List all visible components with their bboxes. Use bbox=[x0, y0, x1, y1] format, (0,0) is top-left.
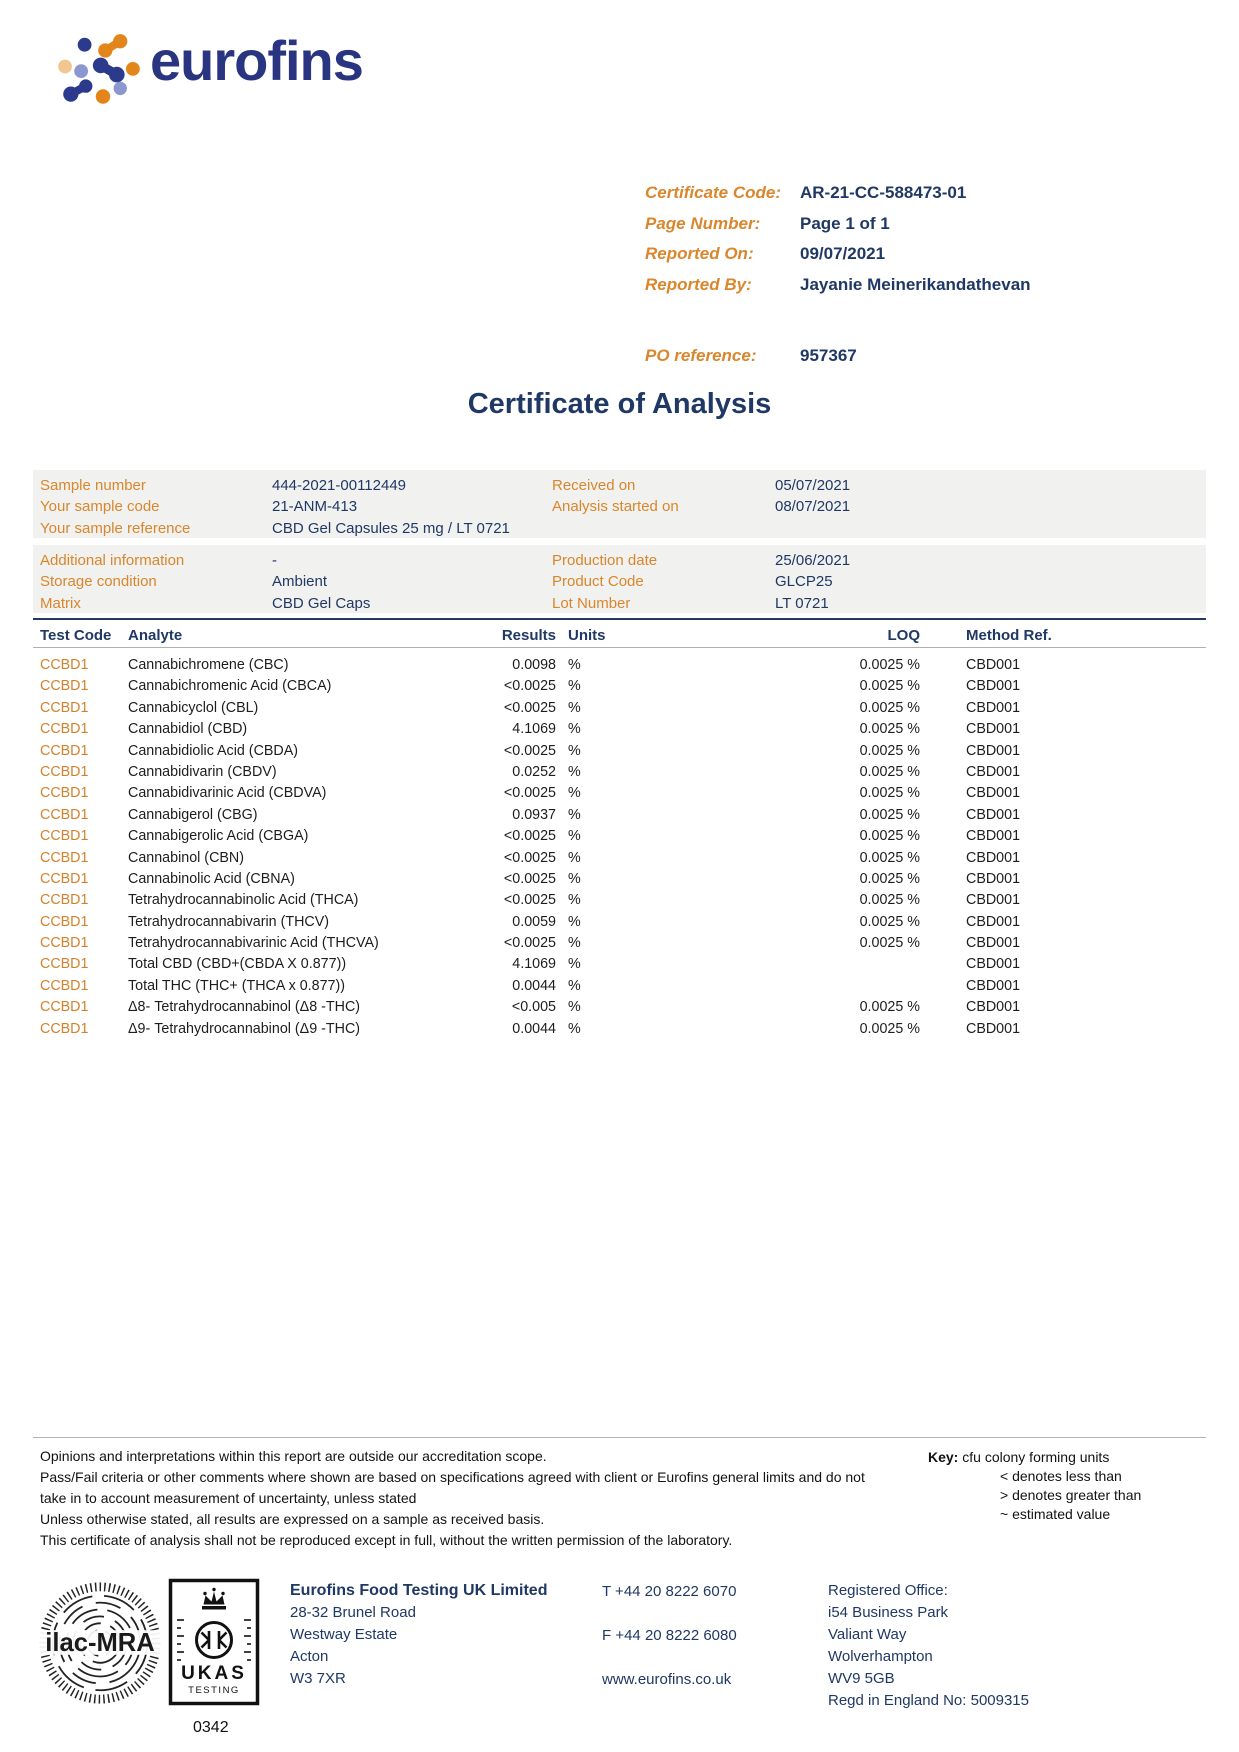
table-row bbox=[40, 890, 1206, 911]
cell-method-ref: CBD001 bbox=[966, 678, 1021, 695]
cell-units: % bbox=[568, 742, 581, 759]
cell-units: % bbox=[568, 657, 581, 673]
info-value bbox=[775, 518, 1206, 539]
table-row bbox=[40, 805, 1206, 826]
cell-result: 4.1069 bbox=[512, 721, 556, 738]
cell-analyte: Cannabichromenic Acid (CBCA) bbox=[128, 678, 332, 695]
cell-test-code: CCBD1 bbox=[40, 999, 89, 1016]
cell-test-code: CCBD1 bbox=[40, 935, 89, 952]
table-row bbox=[40, 997, 1206, 1018]
phone-t: T +44 20 8222 6070 bbox=[602, 1583, 737, 1600]
results-table-body bbox=[33, 648, 1206, 1040]
sample-info-block bbox=[33, 470, 1206, 538]
cell-analyte: Cannabidiolic Acid (CBDA) bbox=[128, 742, 299, 759]
cell-result: <0.0025 bbox=[503, 870, 556, 887]
ukas-subtitle-text: TESTING bbox=[188, 1685, 240, 1696]
eurofins-logo-mark-icon bbox=[57, 34, 149, 106]
cell-loq: 0.0025 % bbox=[859, 892, 920, 909]
table-row bbox=[40, 933, 1206, 954]
cell-test-code: CCBD1 bbox=[40, 849, 89, 866]
cell-units: % bbox=[568, 785, 581, 802]
cell-method-ref: CBD001 bbox=[966, 763, 1021, 780]
key-item: < denotes less than bbox=[1000, 1468, 1122, 1484]
cell-result: 0.0044 bbox=[512, 977, 556, 994]
cell-units: % bbox=[568, 870, 581, 887]
sample-info-row bbox=[33, 496, 1206, 517]
cell-loq: 0.0025 % bbox=[859, 935, 920, 952]
cell-result: 0.0098 bbox=[512, 657, 556, 673]
company-address-line: 28-32 Brunel Road bbox=[290, 1604, 416, 1621]
cell-method-ref: CBD001 bbox=[966, 785, 1021, 802]
cell-method-ref: CBD001 bbox=[966, 935, 1021, 952]
info-label: Production date bbox=[552, 552, 658, 569]
table-row bbox=[40, 698, 1206, 719]
disclaimer-line: Unless otherwise stated, all results are expressed on a sample as received basis. bbox=[40, 1511, 545, 1527]
meta-row bbox=[645, 244, 1215, 275]
cell-loq: 0.0025 % bbox=[859, 999, 920, 1016]
company-address-line: Westway Estate bbox=[290, 1626, 398, 1643]
table-row bbox=[40, 826, 1206, 847]
cell-test-code: CCBD1 bbox=[40, 699, 89, 716]
info-value: LT 0721 bbox=[775, 594, 829, 612]
cell-analyte: Tetrahydrocannabivarinic Acid (THCVA) bbox=[128, 935, 379, 952]
disclaimer-line: Opinions and interpretations within this report are outside our accreditation scope. bbox=[40, 1448, 547, 1464]
table-row bbox=[40, 741, 1206, 762]
info-label: Sample number bbox=[40, 477, 146, 494]
info-label: Analysis started on bbox=[552, 498, 679, 516]
disclaimer-line: Pass/Fail criteria or other comments where shown are based on specifications agreed with client or Eurofins general limits and do not bbox=[40, 1469, 865, 1485]
table-row bbox=[40, 976, 1206, 997]
info-label: Your sample code bbox=[40, 498, 160, 516]
cell-analyte: Total THC (THC+ (THCA x 0.877)) bbox=[128, 977, 346, 994]
cell-result: <0.0025 bbox=[503, 785, 556, 802]
key-item: > denotes greater than bbox=[1000, 1487, 1142, 1503]
cell-loq: 0.0025 % bbox=[859, 785, 920, 802]
cell-analyte: Cannabigerol (CBG) bbox=[128, 806, 258, 823]
cell-method-ref: CBD001 bbox=[966, 806, 1021, 823]
header-units: Units bbox=[568, 627, 606, 644]
key-cfu-text: cfu colony forming units bbox=[962, 1449, 1110, 1465]
info-value: 05/07/2021 bbox=[775, 477, 851, 494]
cell-loq bbox=[600, 976, 920, 997]
cell-result: 4.1069 bbox=[512, 956, 556, 973]
cell-test-code: CCBD1 bbox=[40, 828, 89, 845]
meta-row bbox=[645, 214, 1215, 245]
info-value: 25/06/2021 bbox=[775, 552, 851, 569]
cell-loq: 0.0025 % bbox=[859, 1020, 920, 1037]
certificate-meta bbox=[645, 183, 1215, 305]
header-loq: LOQ bbox=[887, 627, 920, 644]
cell-test-code: CCBD1 bbox=[40, 977, 89, 994]
po-reference-value: 957367 bbox=[800, 346, 857, 365]
cell-test-code: CCBD1 bbox=[40, 785, 89, 802]
info-label: Product Code bbox=[552, 573, 644, 591]
meta-value: Jayanie Meinerikandathevan bbox=[800, 274, 1031, 294]
cell-result: <0.005 bbox=[511, 999, 556, 1016]
cell-test-code: CCBD1 bbox=[40, 657, 89, 673]
registered-office-line: Wolverhampton bbox=[828, 1648, 933, 1665]
registered-office-address bbox=[828, 1580, 1029, 1712]
cell-loq: 0.0025 % bbox=[859, 721, 920, 738]
cell-units: % bbox=[568, 721, 581, 738]
info-value: GLCP25 bbox=[775, 573, 833, 591]
header-test-code: Test Code bbox=[40, 627, 112, 644]
cell-result: <0.0025 bbox=[503, 935, 556, 952]
results-table-header bbox=[40, 620, 1206, 647]
cell-test-code: CCBD1 bbox=[40, 806, 89, 823]
cell-analyte: Δ9- Tetrahydrocannabinol (Δ9 -THC) bbox=[128, 1020, 361, 1037]
cell-analyte: Cannabidivarin (CBDV) bbox=[128, 763, 277, 780]
registered-office-line: Registered Office: bbox=[828, 1582, 948, 1599]
table-row bbox=[40, 783, 1206, 804]
cell-units: % bbox=[568, 956, 581, 973]
cell-loq: 0.0025 % bbox=[859, 870, 920, 887]
cell-units: % bbox=[568, 678, 581, 695]
cell-test-code: CCBD1 bbox=[40, 763, 89, 780]
info-label: Lot Number bbox=[552, 594, 631, 612]
cell-method-ref: CBD001 bbox=[966, 1020, 1021, 1037]
key-first-line bbox=[928, 1448, 1141, 1467]
ilac-mra-text: ilac-MRA bbox=[45, 1628, 155, 1657]
cell-result: <0.0025 bbox=[503, 892, 556, 909]
meta-value: Page 1 of 1 bbox=[800, 213, 890, 233]
table-row bbox=[40, 676, 1206, 697]
cell-loq: 0.0025 % bbox=[859, 678, 920, 695]
cell-result: <0.0025 bbox=[503, 828, 556, 845]
cell-test-code: CCBD1 bbox=[40, 913, 89, 930]
company-address-line: Acton bbox=[290, 1648, 329, 1665]
cell-units: % bbox=[568, 892, 581, 909]
key-item: ~ estimated value bbox=[1000, 1506, 1111, 1522]
cell-result: <0.0025 bbox=[503, 699, 556, 716]
table-row bbox=[40, 1019, 1206, 1040]
cell-loq: 0.0025 % bbox=[859, 763, 920, 780]
ukas-title-text: UKAS bbox=[181, 1663, 247, 1684]
cell-analyte: Cannabicyclol (CBL) bbox=[128, 699, 259, 716]
cell-result: <0.0025 bbox=[503, 849, 556, 866]
company-address-line: W3 7XR bbox=[290, 1670, 346, 1687]
table-row bbox=[40, 869, 1206, 890]
cell-method-ref: CBD001 bbox=[966, 657, 1021, 673]
cell-result: <0.0025 bbox=[503, 742, 556, 759]
cell-analyte: Total CBD (CBD+(CBDA X 0.877)) bbox=[128, 956, 347, 973]
cell-loq: 0.0025 % bbox=[859, 742, 920, 759]
ukas-accreditation-number: 0342 bbox=[193, 1719, 229, 1736]
cell-units: % bbox=[568, 849, 581, 866]
cell-method-ref: CBD001 bbox=[966, 828, 1021, 845]
cell-analyte: Tetrahydrocannabinolic Acid (THCA) bbox=[128, 892, 359, 909]
registered-office-line: Regd in England No: 5009315 bbox=[828, 1692, 1029, 1709]
disclaimer-line: take in to account measurement of uncertainty, unless stated bbox=[40, 1490, 417, 1506]
po-reference-row bbox=[645, 346, 857, 366]
meta-row bbox=[645, 183, 1215, 214]
header-results: Results bbox=[501, 627, 556, 644]
meta-label: Reported On: bbox=[645, 244, 754, 263]
cell-analyte: Cannabidiol (CBD) bbox=[128, 721, 248, 738]
footer-divider bbox=[33, 1437, 1206, 1438]
meta-label: Page Number: bbox=[645, 213, 761, 233]
cell-method-ref: CBD001 bbox=[966, 977, 1021, 994]
cell-loq: 0.0025 % bbox=[859, 849, 920, 866]
cell-loq bbox=[600, 954, 920, 975]
cell-test-code: CCBD1 bbox=[40, 956, 89, 973]
additional-info-block bbox=[33, 545, 1206, 613]
disclaimer-text bbox=[40, 1446, 920, 1551]
ilac-mra-logo-icon bbox=[35, 1578, 165, 1708]
info-value: 08/07/2021 bbox=[775, 498, 851, 516]
info-label: Matrix bbox=[40, 594, 81, 612]
info-label: Storage condition bbox=[40, 573, 157, 591]
cell-analyte: Cannabichromene (CBC) bbox=[128, 657, 289, 673]
info-value: CBD Gel Caps bbox=[272, 594, 371, 612]
key-label: Key: bbox=[928, 1449, 959, 1465]
cell-loq: 0.0025 % bbox=[859, 828, 920, 845]
table-row bbox=[40, 912, 1206, 933]
cell-analyte: Δ8- Tetrahydrocannabinol (Δ8 -THC) bbox=[128, 999, 361, 1016]
ukas-logo-icon bbox=[168, 1578, 260, 1706]
cell-method-ref: CBD001 bbox=[966, 849, 1021, 866]
additional-info-row bbox=[33, 550, 1206, 571]
table-row bbox=[40, 954, 1206, 975]
cell-method-ref: CBD001 bbox=[966, 956, 1021, 973]
cell-units: % bbox=[568, 699, 581, 716]
cell-method-ref: CBD001 bbox=[966, 699, 1021, 716]
po-reference-label: PO reference: bbox=[645, 346, 757, 365]
eurofins-wordmark: eurofins bbox=[150, 29, 363, 92]
info-label: Received on bbox=[552, 477, 636, 494]
cell-test-code: CCBD1 bbox=[40, 721, 89, 738]
cell-method-ref: CBD001 bbox=[966, 999, 1021, 1016]
cell-analyte: Cannabinol (CBN) bbox=[128, 849, 245, 866]
cell-method-ref: CBD001 bbox=[966, 913, 1021, 930]
info-value: 444-2021-00112449 bbox=[272, 477, 407, 494]
company-address-lines bbox=[290, 1602, 547, 1690]
header-method-ref: Method Ref. bbox=[966, 627, 1052, 644]
cell-analyte: Cannabigerolic Acid (CBGA) bbox=[128, 828, 309, 845]
cell-loq: 0.0025 % bbox=[859, 806, 920, 823]
info-label: Additional information bbox=[40, 552, 185, 569]
table-row bbox=[40, 655, 1206, 676]
info-value: CBD Gel Capsules 25 mg / LT 0721 bbox=[272, 519, 510, 537]
registered-office-line: i54 Business Park bbox=[828, 1604, 949, 1621]
cell-test-code: CCBD1 bbox=[40, 678, 89, 695]
company-name: Eurofins Food Testing UK Limited bbox=[290, 1582, 548, 1599]
meta-value: 09/07/2021 bbox=[800, 244, 886, 263]
cell-test-code: CCBD1 bbox=[40, 892, 89, 909]
meta-label: Certificate Code: bbox=[645, 183, 782, 202]
cell-units: % bbox=[568, 913, 581, 930]
cell-units: % bbox=[568, 806, 581, 823]
key-items bbox=[928, 1467, 1141, 1524]
website-link: www.eurofins.co.uk bbox=[602, 1671, 732, 1688]
meta-value: AR-21-CC-588473-01 bbox=[800, 183, 967, 202]
cell-loq: 0.0025 % bbox=[859, 699, 920, 716]
phone-f: F +44 20 8222 6080 bbox=[602, 1627, 737, 1644]
cell-units: % bbox=[568, 828, 581, 845]
header-analyte: Analyte bbox=[128, 627, 183, 644]
table-row bbox=[40, 762, 1206, 783]
cell-method-ref: CBD001 bbox=[966, 870, 1021, 887]
key-legend bbox=[928, 1448, 1141, 1524]
disclaimer-line: This certificate of analysis shall not be reproduced except in full, without the written permission of the laboratory. bbox=[40, 1532, 733, 1548]
cell-units: % bbox=[568, 999, 581, 1016]
cell-result: 0.0059 bbox=[512, 913, 556, 930]
additional-info-row bbox=[33, 593, 1206, 614]
cell-units: % bbox=[568, 763, 581, 780]
meta-label: Reported By: bbox=[645, 274, 752, 294]
registered-office-line: WV9 5GB bbox=[828, 1670, 895, 1687]
cell-result: <0.0025 bbox=[503, 678, 556, 695]
cell-loq: 0.0025 % bbox=[859, 913, 920, 930]
cell-result: 0.0252 bbox=[512, 763, 556, 780]
company-address bbox=[290, 1580, 547, 1690]
sample-info-row bbox=[33, 518, 1206, 539]
cell-method-ref: CBD001 bbox=[966, 742, 1021, 759]
cell-result: 0.0044 bbox=[512, 1020, 556, 1037]
results-table bbox=[33, 618, 1206, 1040]
info-value: - bbox=[272, 552, 277, 569]
cell-method-ref: CBD001 bbox=[966, 721, 1021, 738]
table-row bbox=[40, 719, 1206, 740]
cell-units: % bbox=[568, 935, 581, 952]
cell-loq: 0.0025 % bbox=[859, 657, 920, 673]
cell-units: % bbox=[568, 977, 581, 994]
info-label bbox=[552, 518, 775, 539]
cell-analyte: Cannabidivarinic Acid (CBDVA) bbox=[128, 785, 327, 802]
cell-test-code: CCBD1 bbox=[40, 742, 89, 759]
table-row bbox=[40, 848, 1206, 869]
cell-result: 0.0937 bbox=[512, 806, 556, 823]
cell-test-code: CCBD1 bbox=[40, 1020, 89, 1037]
registered-office-line: Valiant Way bbox=[828, 1626, 907, 1643]
cell-test-code: CCBD1 bbox=[40, 870, 89, 887]
info-value: Ambient bbox=[272, 573, 328, 591]
info-value: 21-ANM-413 bbox=[272, 498, 358, 516]
sample-info-row bbox=[33, 475, 1206, 496]
cell-analyte: Cannabinolic Acid (CBNA) bbox=[128, 870, 295, 887]
cell-units: % bbox=[568, 1020, 581, 1037]
meta-row bbox=[645, 275, 1215, 306]
page-title: Certificate of Analysis bbox=[467, 388, 772, 420]
cell-method-ref: CBD001 bbox=[966, 892, 1021, 909]
additional-info-row bbox=[33, 571, 1206, 592]
info-label: Your sample reference bbox=[40, 519, 191, 537]
cell-analyte: Tetrahydrocannabivarin (THCV) bbox=[128, 913, 330, 930]
